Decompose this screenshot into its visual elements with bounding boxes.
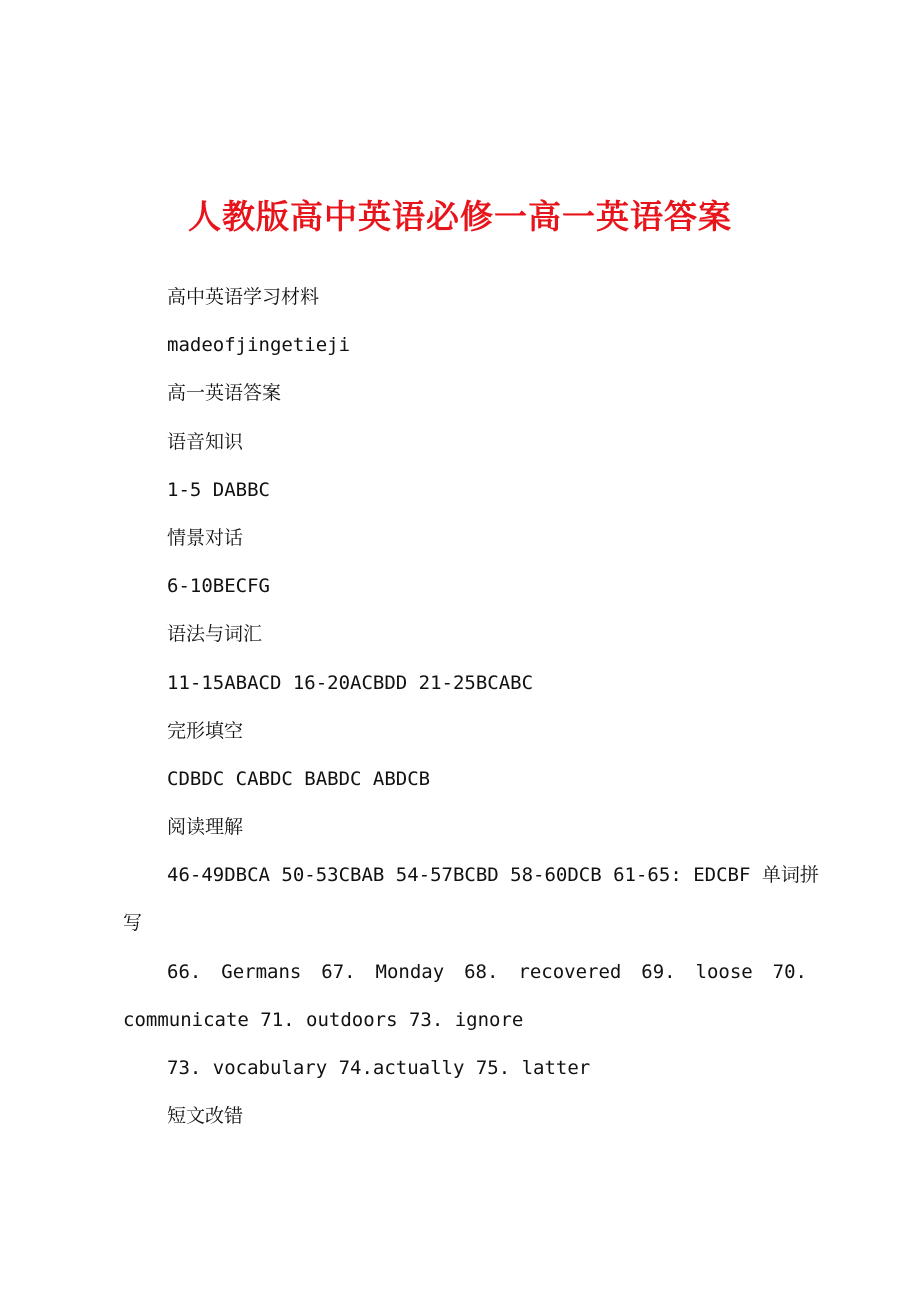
section-heading-error-correction: 短文改错	[167, 1105, 244, 1128]
text-line-material: 高中英语学习材料	[167, 286, 320, 308]
answers-phonetics: 1-5 DABBC	[167, 478, 270, 501]
answers-cloze: CDBDC CABDC BABDC ABDCB	[167, 767, 431, 790]
section-heading-grammar: 语法与词汇	[167, 623, 263, 646]
answers-spelling-continued: communicate 71. outdoors 73. ignore	[123, 1008, 524, 1031]
document-body	[123, 276, 819, 1143]
text-line-answers-heading: 高一英语答案	[167, 382, 282, 405]
section-heading-reading: 阅读理解	[167, 816, 244, 839]
answers-reading-continued: 写	[123, 912, 143, 935]
answers-spelling: 66. Germans 67. Monday 68. recovered 69. loose 70.	[167, 960, 807, 983]
section-heading-phonetics: 语音知识	[167, 430, 244, 453]
section-heading-cloze: 完形填空	[167, 719, 244, 742]
answers-spelling-2: 73. vocabulary 74.actually 75. latter	[167, 1057, 591, 1079]
document-title: 人教版高中英语必修一高一英语答案	[188, 197, 732, 236]
answers-dialogue: 6-10BECFG	[167, 575, 270, 598]
text-line-source: madeofjingetieji	[167, 334, 351, 357]
answers-grammar: 11-15ABACD 16-20ACBDD 21-25BCABC	[167, 671, 534, 694]
section-heading-dialogue: 情景对话	[167, 526, 244, 549]
answers-reading: 46-49DBCA 50-53CBAB 54-57BCBD 58-60DCB 61-65: EDCBF 单词拼	[167, 864, 819, 887]
